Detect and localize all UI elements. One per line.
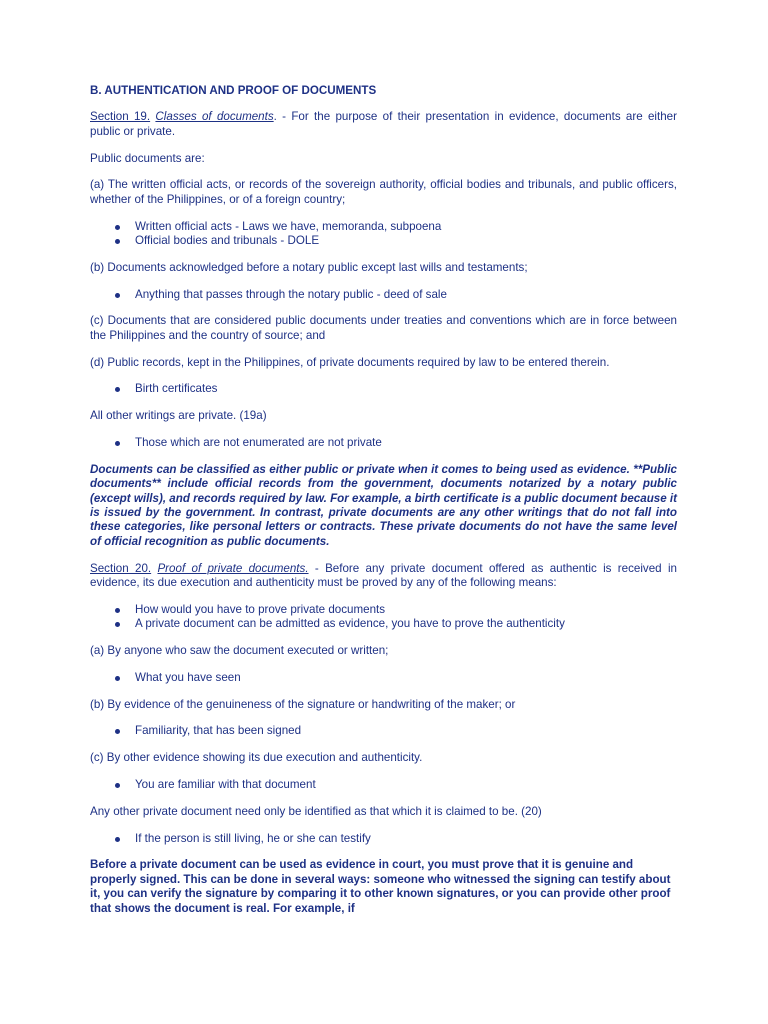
- summary-paragraph-1: Documents can be classified as either public or private when it comes to being used as evidence. **Public documents** include official records from the government, documents notarized by a notary public (except wills), and records required by law. For example, a birth certificate is a public document because it is issued by the government. In contrast, private documents are any other writings that do not fall into these categories, like personal letters or contracts. These private documents do not have the same level of official recognition as public documents.: [90, 462, 677, 548]
- bullet-list-20: [90, 603, 677, 632]
- list-item: Official bodies and tribunals - DOLE: [135, 234, 677, 248]
- bullet-list-other: [90, 832, 677, 846]
- bullet-list-means-c: [90, 778, 677, 792]
- item-c-paragraph: (c) Documents that are considered public documents under treaties and conventions which are in force between the Philippines and the country of source; and: [90, 314, 677, 342]
- section-20-number: Section 20.: [90, 561, 152, 575]
- section-19-text: . - For the purpose of their presentation in evidence, documents are either public or private.: [90, 110, 677, 138]
- bullet-list-d: [90, 382, 677, 396]
- public-documents-intro: Public documents are:: [90, 151, 205, 165]
- list-item: Written official acts - Laws we have, memoranda, subpoena: [135, 220, 677, 234]
- section-heading: B. AUTHENTICATION AND PROOF OF DOCUMENTS: [90, 84, 377, 97]
- means-b-paragraph: (b) By evidence of the genuineness of the signature or handwriting of the maker; or: [90, 697, 516, 711]
- other-private-paragraph: Any other private document need only be identified as that which it is claimed to be. (20): [90, 804, 542, 818]
- list-item: Birth certificates: [135, 382, 677, 396]
- bullet-list-private: [90, 436, 677, 450]
- bullet-list-means-b: [90, 724, 677, 738]
- document-page: [90, 76, 677, 928]
- list-item: A private document can be admitted as evidence, you have to prove the authenticity: [135, 617, 677, 631]
- bullet-list-b: [90, 288, 677, 302]
- means-c-paragraph: (c) By other evidence showing its due execution and authenticity.: [90, 751, 423, 765]
- list-item: If the person is still living, he or she can testify: [135, 832, 677, 846]
- section-20-paragraph: [90, 562, 677, 591]
- bullet-list-a: [90, 220, 677, 249]
- list-item: Familiarity, that has been signed: [135, 724, 677, 738]
- item-a-paragraph: (a) The written official acts, or records of the sovereign authority, official bodies and tribunals, and public officers, whether of the Philippines, or of a foreign country;: [90, 178, 677, 206]
- section-19-paragraph: [90, 110, 677, 139]
- list-item: You are familiar with that document: [135, 778, 677, 792]
- bullet-list-means-a: [90, 671, 677, 685]
- section-20-text: - Before any private document offered as authentic is received in evidence, its due execution and authenticity must be proved by any of the following means:: [90, 561, 677, 590]
- means-a-paragraph: (a) By anyone who saw the document executed or written;: [90, 644, 389, 658]
- section-20-title: Proof of private documents.: [157, 561, 309, 575]
- list-item: What you have seen: [135, 671, 677, 685]
- item-d-paragraph: (d) Public records, kept in the Philippines, of private documents required by law to be entered therein.: [90, 355, 610, 369]
- list-item: Those which are not enumerated are not private: [135, 436, 677, 450]
- section-19-number: Section 19.: [90, 110, 151, 124]
- private-writings-line: All other writings are private. (19a): [90, 409, 267, 423]
- summary-paragraph-2: Before a private document can be used as evidence in court, you must prove that it is genuine and properly signed. This can be done in several ways: someone who witnessed the signing can testify about it, you can verify the signature by comparing it to other known signatures, or you can provide other proof that shows the document is real. For example, if: [90, 858, 671, 915]
- item-b-paragraph: (b) Documents acknowledged before a notary public except last wills and testaments;: [90, 260, 528, 274]
- list-item: Anything that passes through the notary public - deed of sale: [135, 288, 677, 302]
- section-19-title: Classes of documents: [155, 110, 274, 124]
- list-item: How would you have to prove private documents: [135, 603, 677, 617]
